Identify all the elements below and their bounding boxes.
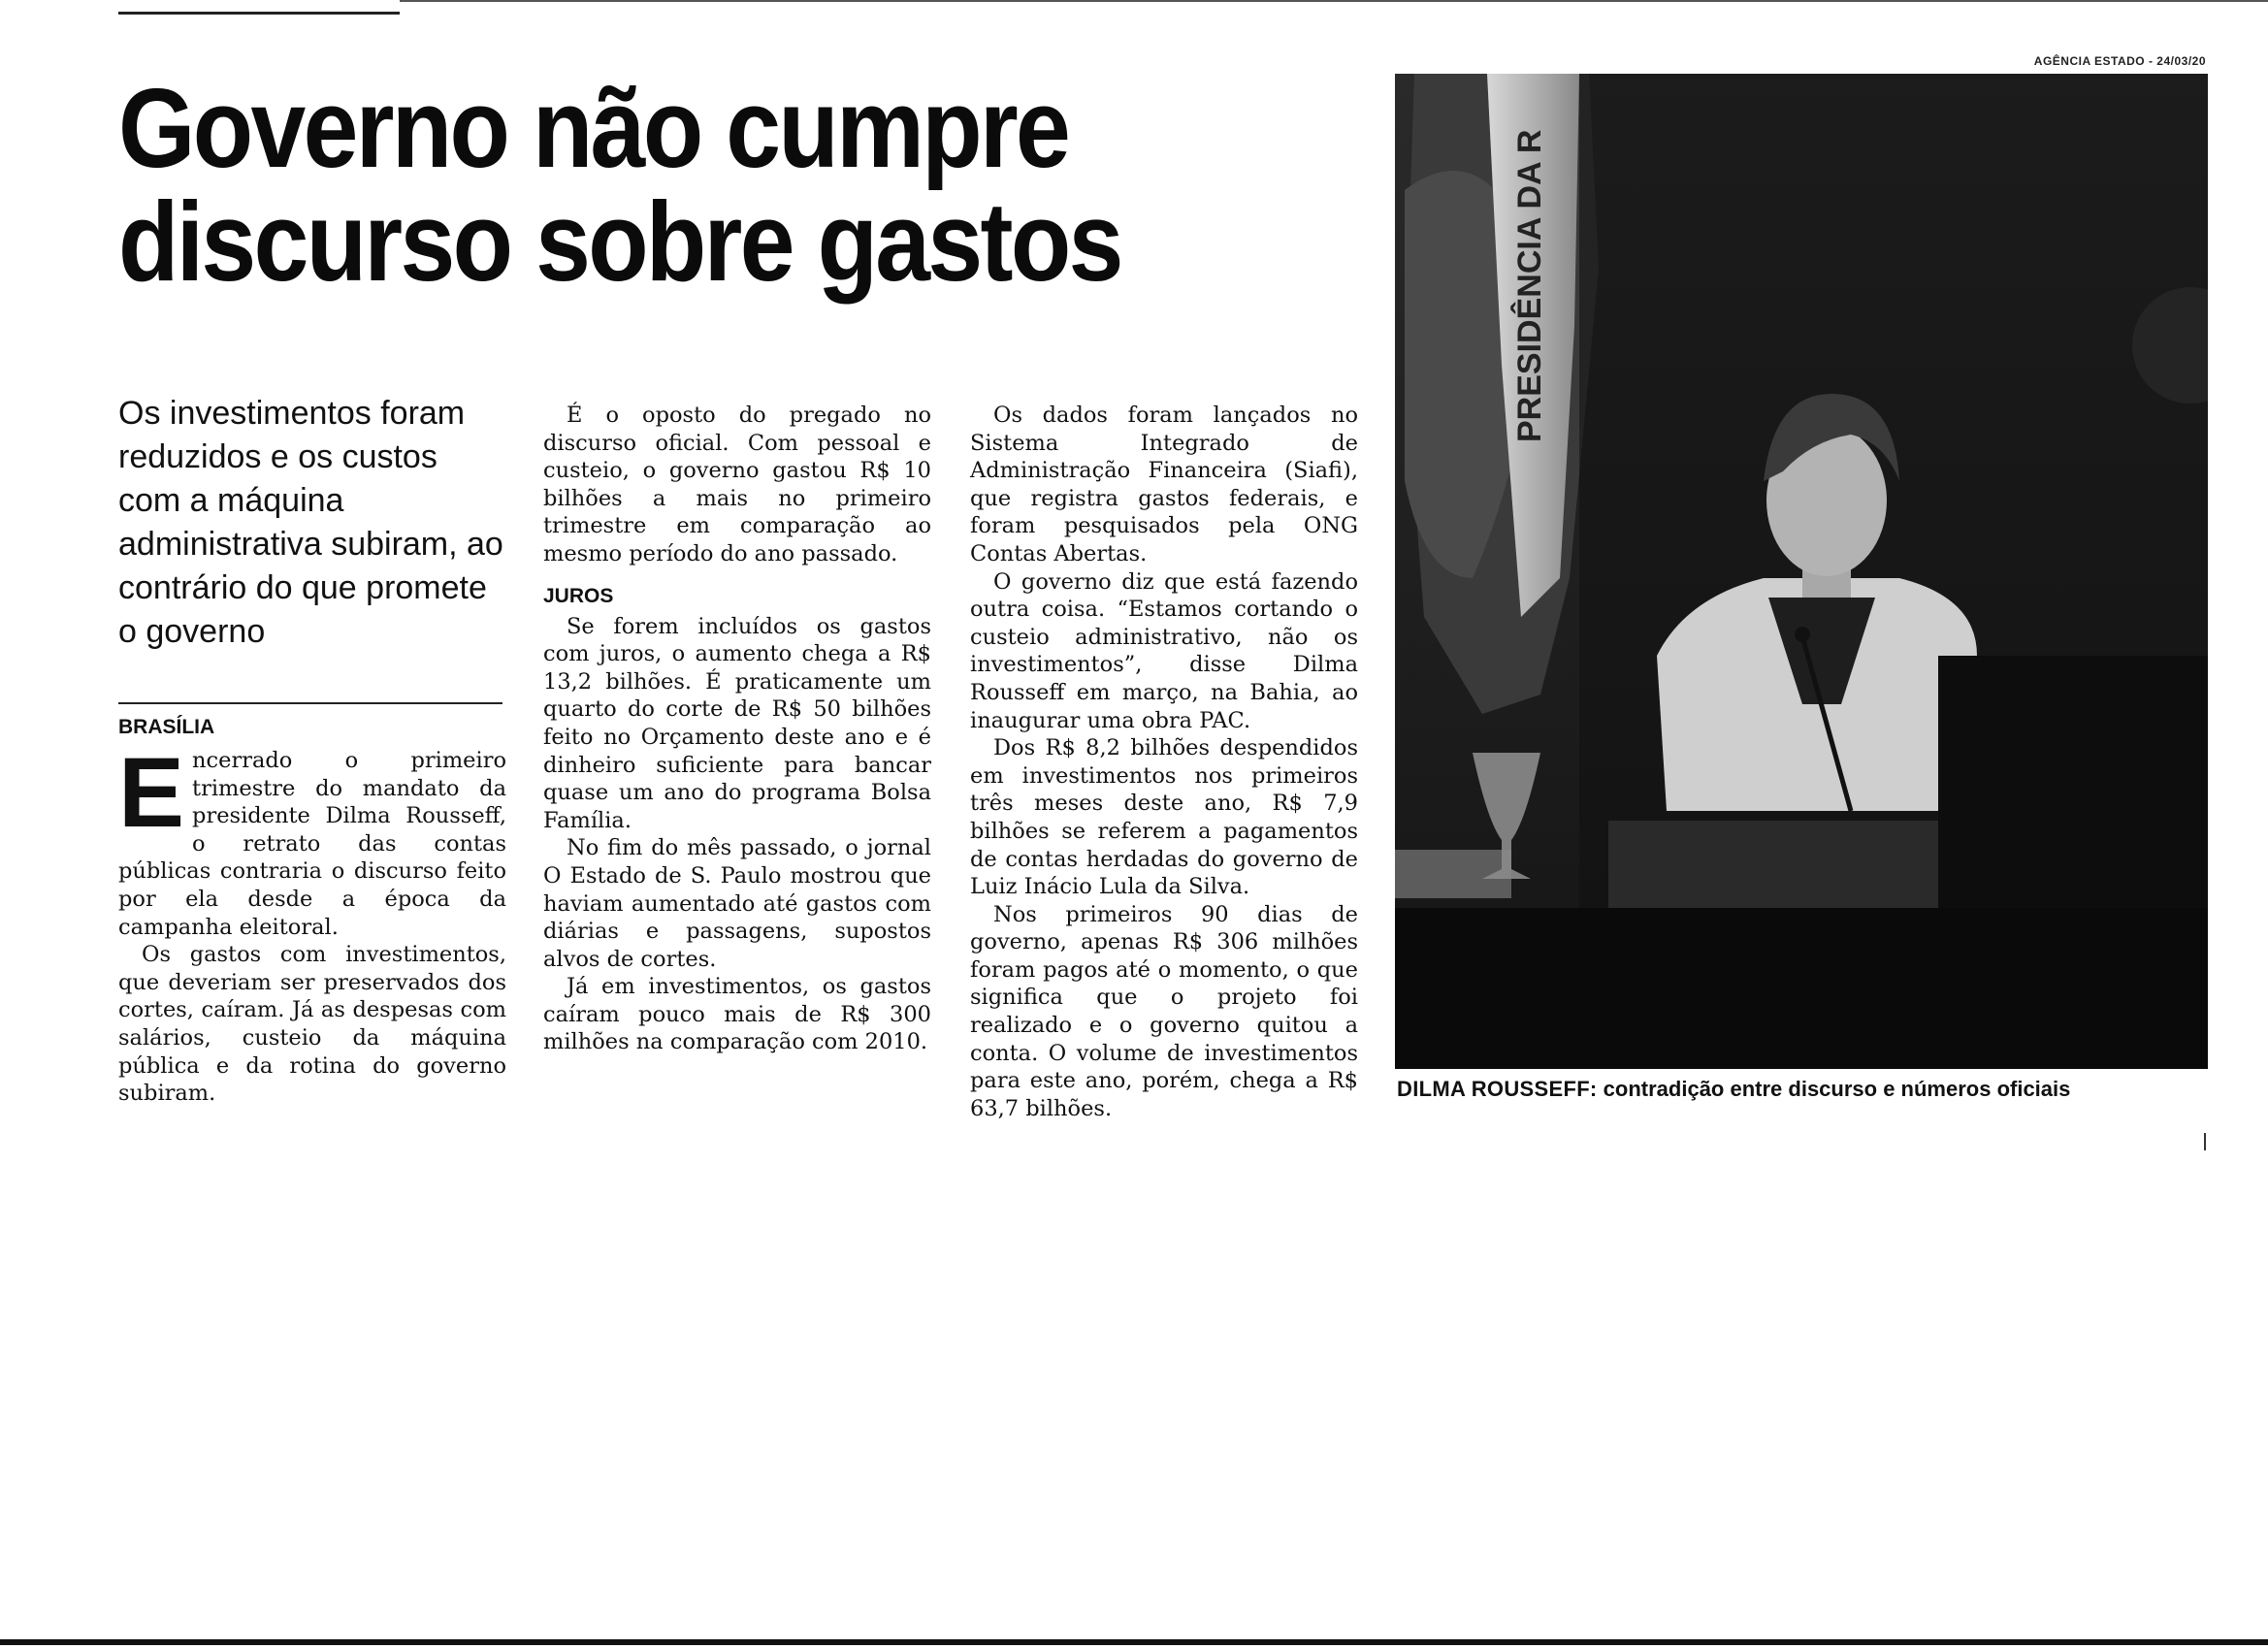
top-section-rule [118,12,400,15]
caption-text: contradição entre discurso e números oficiais [1597,1077,2071,1101]
paragraph: Os gastos com investimentos, que deveriam ser preservados dos cortes, caíram. Já as despesas com salários, custeio da máquina pública e da rotina do governo subiram. [118,942,506,1107]
photo-credit: AGÊNCIA ESTADO - 24/03/20 [2033,54,2206,68]
headline-line-2: discurso sobre gastos [118,178,1121,305]
paragraph: É o oposto do pregado no discurso oficial. Com pessoal e custeio, o governo gastou R$ 10 bilhões a mais no primeiro trimestre em comparação ao mesmo período do ano passado. [543,403,931,566]
paragraph: ncerrado o primeiro trimestre do mandato da presidente Dilma Rousseff, o retrato das contas públicas contraria o discurso feito por ela desde a época da campanha eleitoral. [118,748,506,940]
dateline: BRASÍLIA [118,716,215,738]
desk [1395,908,2208,1069]
article-headline [118,65,1228,305]
monitor-screen [1938,656,2208,927]
deck-divider [118,702,502,704]
section-subhead: JUROS [543,584,614,607]
article-column-1 [118,737,506,1108]
article-deck: Os investimentos foram reduzidos e os custos com a máquina administrativa subiram, ao contrário do que promete o governo [118,395,503,650]
scan-mark [2204,1133,2206,1150]
headline-line-1: Governo não cumpre [118,65,1069,191]
caption-name: DILMA ROUSSEFF: [1397,1077,1598,1101]
paragraph: Se forem incluídos os gastos com juros, o aumento chega a R$ 13,2 bilhões. É praticamente um quarto do corte de R$ 50 bilhões feito no Orçamento deste ano e é dinheiro suficiente para bancar quase um ano do programa Bolsa Família. [543,613,931,833]
paragraph: No fim do mês passado, o jornal O Estado de S. Paulo mostrou que haviam aumentado até gastos com diárias e passagens, supostos alvos de cortes. [543,835,931,972]
article-column-3 [970,402,1358,1122]
article-column-2 [543,402,931,1056]
drop-cap: E [118,737,185,848]
bottom-border-rule [0,1639,2268,1645]
flag-text: PRESIDÊNCIA DA R [1511,129,1548,442]
photo-illustration [1395,74,2208,1069]
paragraph: Dos R$ 8,2 bilhões despendidos em investimentos nos primeiros três meses deste ano, R$ 7,9 bilhões se referem a pagamentos de contas herdadas do governo de Luiz Inácio Lula da Silva. [970,735,1358,900]
microphone-icon [1795,627,1810,642]
news-photo [1395,74,2208,1069]
top-border-rule [400,0,2268,2]
paragraph: Já em investimentos, os gastos caíram pouco mais de R$ 300 milhões na comparação com 2010. [543,974,931,1055]
paragraph: Nos primeiros 90 dias de governo, apenas R$ 306 milhões foram pagos até o momento, o que significa que o projeto foi realizado e o governo quitou a conta. O volume de investimentos para este ano, porém, chega a R$ 63,7 bilhões. [970,901,1358,1121]
photo-caption [1397,1077,2070,1102]
paragraph: O governo diz que está fazendo outra coisa. “Estamos cortando o custeio administrativo, não os investimentos”, disse Dilma Rousseff em março, na Bahia, ao inaugurar uma obra PAC. [970,568,1358,733]
paragraph: Os dados foram lançados no Sistema Integrado de Administração Financeira (Siafi), que registra gastos federais, e foram pesquisados pela ONG Contas Abertas. [970,403,1358,566]
